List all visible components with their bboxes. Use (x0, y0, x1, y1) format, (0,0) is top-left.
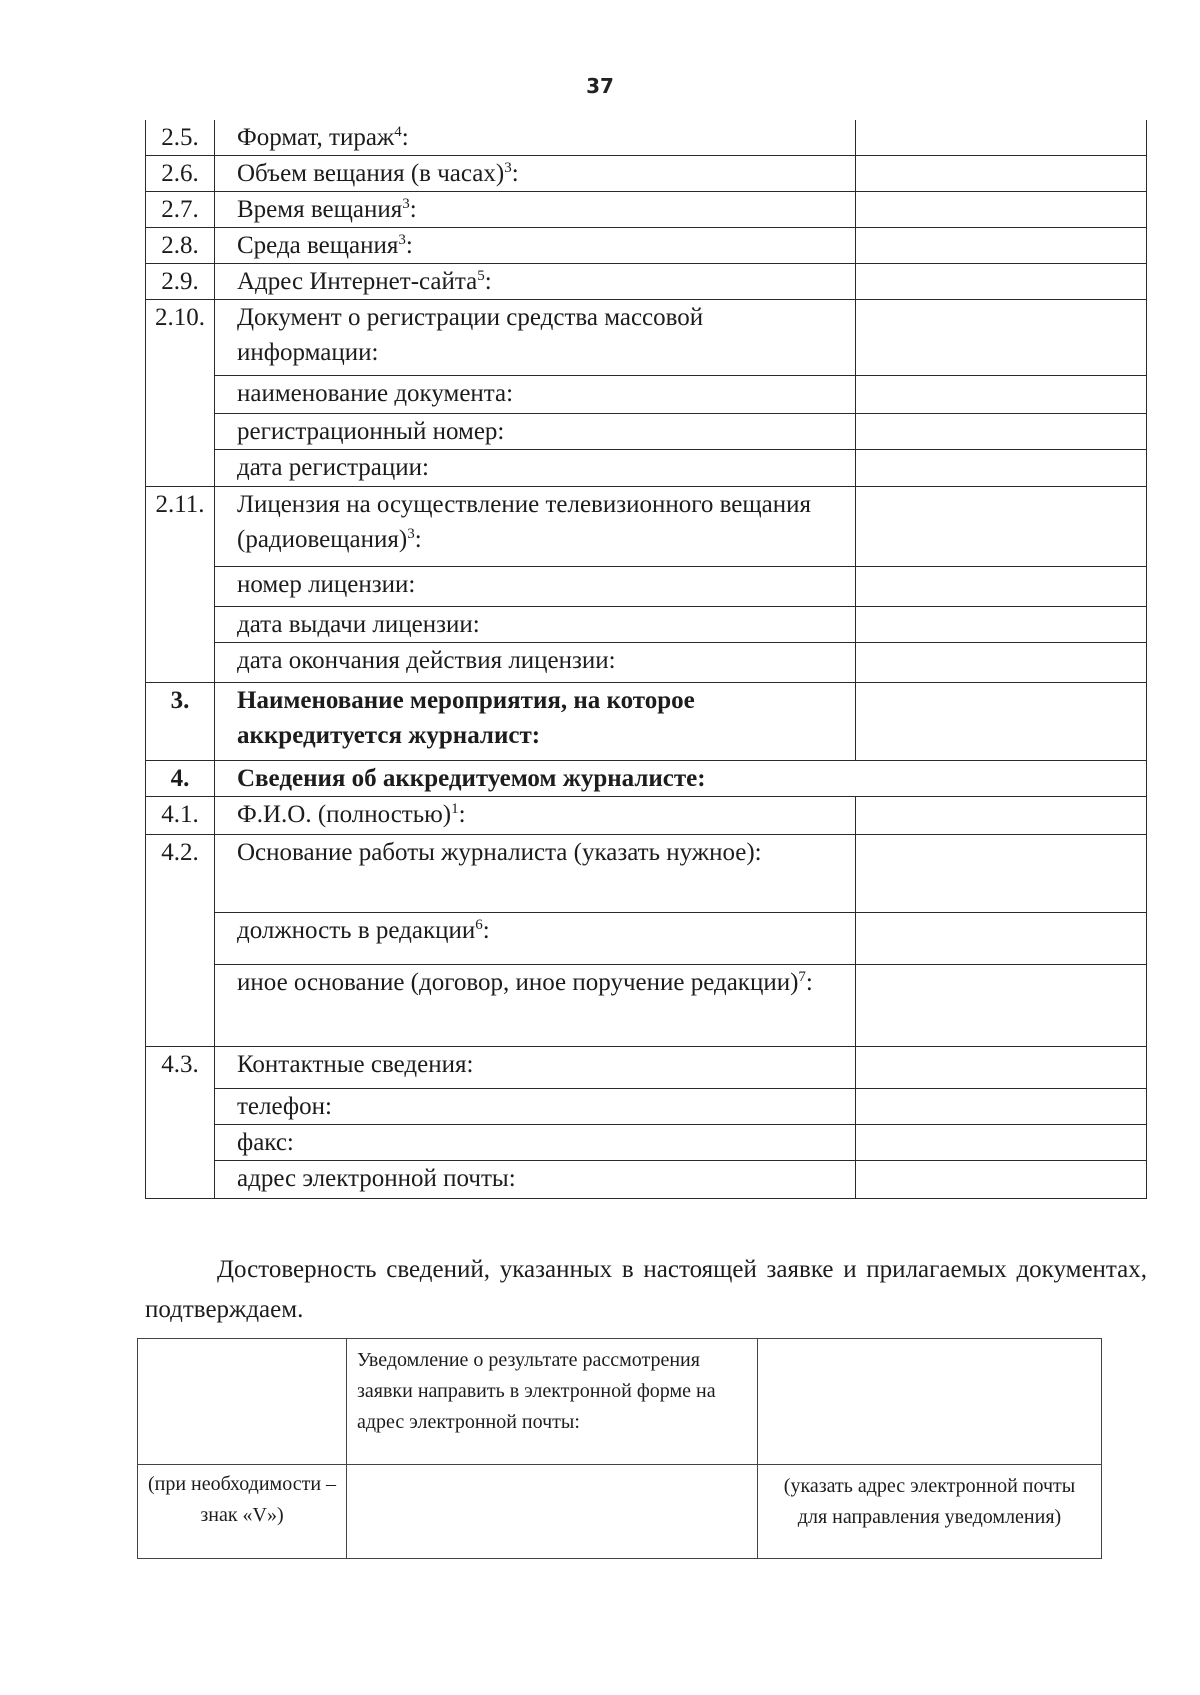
checkbox-cell[interactable] (138, 1339, 347, 1465)
sub-label: номер лицензии: (215, 567, 856, 607)
row-number: 4. (146, 761, 215, 797)
row-number: 4.3. (146, 1047, 215, 1199)
value-cell[interactable] (856, 797, 1147, 835)
table-row (146, 300, 1147, 376)
value-cell[interactable] (856, 414, 1147, 450)
table-row (146, 1047, 1147, 1089)
confirmation-statement: Достоверность сведений, указанных в настоящей заявке и прилагаемых документах, подтверждаем. (145, 1256, 1148, 1323)
table-row (146, 1089, 1147, 1125)
sub-label: наименование документа: (215, 376, 856, 414)
table-row (146, 965, 1147, 1047)
row-number: 2.6. (146, 156, 215, 192)
sub-label: иное основание (договор, иное поручение редакции)$^7$: (215, 965, 856, 1047)
row-label: Среда вещания$^3$: (215, 228, 856, 264)
value-cell[interactable] (856, 1161, 1147, 1199)
notify-text: Уведомление о результате рассмотрения заявки направить в электронной форме на адрес электронной почты: (347, 1339, 758, 1465)
row-number: 2.11. (146, 487, 215, 683)
row-number: 4.1. (146, 797, 215, 835)
notification-table (137, 1338, 1102, 1559)
table-row (146, 1161, 1147, 1199)
page-number: 37 (586, 74, 614, 98)
row-number: 2.8. (146, 228, 215, 264)
table-row (146, 913, 1147, 965)
row-label: Наименование мероприятия, на которое аккредитуется журналист: (215, 683, 856, 761)
row-label: Время вещания$^3$: (215, 192, 856, 228)
table-row (146, 835, 1147, 913)
value-cell[interactable] (856, 913, 1147, 965)
row-label: Формат, тираж$^4$: (215, 120, 856, 156)
sub-label: должность в редакции$^6$: (215, 913, 856, 965)
table-row (146, 1125, 1147, 1161)
sub-label: дата регистрации: (215, 450, 856, 487)
row-label: Ф.И.О. (полностью)$^1$: (215, 797, 856, 835)
email-cell[interactable] (758, 1339, 1102, 1465)
value-cell[interactable] (856, 1047, 1147, 1089)
row-number: 2.5. (146, 120, 215, 156)
value-cell[interactable] (856, 643, 1147, 683)
row-number: 2.7. (146, 192, 215, 228)
row-label: Объем вещания (в часах)$^3$: (215, 156, 856, 192)
table-row (146, 376, 1147, 414)
sub-label: дата выдачи лицензии: (215, 607, 856, 643)
row-label: Документ о регистрации средства массовой информации: (215, 300, 856, 376)
value-cell[interactable] (856, 487, 1147, 567)
value-cell[interactable] (856, 965, 1147, 1047)
row-label: Контактные сведения: (215, 1047, 856, 1089)
table-row (146, 120, 1147, 156)
table-row (146, 683, 1147, 761)
value-cell[interactable] (856, 1089, 1147, 1125)
checkbox-hint: (при необходимости – знак «V») (138, 1465, 347, 1559)
table-row (138, 1339, 1102, 1465)
value-cell[interactable] (856, 120, 1147, 156)
sub-label: регистрационный номер: (215, 414, 856, 450)
table-row (138, 1465, 1102, 1559)
sub-label: адрес электронной почты: (215, 1161, 856, 1199)
row-number: 4.2. (146, 835, 215, 1047)
value-cell[interactable] (856, 450, 1147, 487)
table-row (146, 192, 1147, 228)
value-cell[interactable] (856, 192, 1147, 228)
application-form-table (145, 120, 1147, 1199)
row-number: 3. (146, 683, 215, 761)
table-row (146, 761, 1147, 797)
value-cell[interactable] (856, 156, 1147, 192)
row-number: 2.10. (146, 300, 215, 487)
table-row (146, 414, 1147, 450)
email-hint: (указать адрес электронной почты для направления уведомления) (758, 1465, 1102, 1559)
value-cell[interactable] (856, 1125, 1147, 1161)
row-number: 2.9. (146, 264, 215, 300)
sub-label: дата окончания действия лицензии: (215, 643, 856, 683)
table-row (146, 567, 1147, 607)
row-label: Основание работы журналиста (указать нужное): (215, 835, 856, 913)
table-row (146, 228, 1147, 264)
value-cell[interactable] (856, 567, 1147, 607)
value-cell[interactable] (856, 264, 1147, 300)
value-cell[interactable] (856, 607, 1147, 643)
value-cell[interactable] (856, 300, 1147, 376)
section-heading: Сведения об аккредитуемом журналисте: (215, 761, 1147, 797)
table-row (146, 450, 1147, 487)
table-row (146, 607, 1147, 643)
table-row (146, 487, 1147, 567)
row-label: Адрес Интернет-сайта$^5$: (215, 264, 856, 300)
row-label: Лицензия на осуществление телевизионного вещания (радиовещания)$^3$: (215, 487, 856, 567)
value-cell[interactable] (856, 835, 1147, 913)
table-row (146, 797, 1147, 835)
sub-label: факс: (215, 1125, 856, 1161)
table-row (146, 156, 1147, 192)
value-cell[interactable] (856, 376, 1147, 414)
empty-cell (347, 1465, 758, 1559)
table-row (146, 643, 1147, 683)
table-row (146, 264, 1147, 300)
value-cell[interactable] (856, 228, 1147, 264)
sub-label: телефон: (215, 1089, 856, 1125)
value-cell[interactable] (856, 683, 1147, 761)
